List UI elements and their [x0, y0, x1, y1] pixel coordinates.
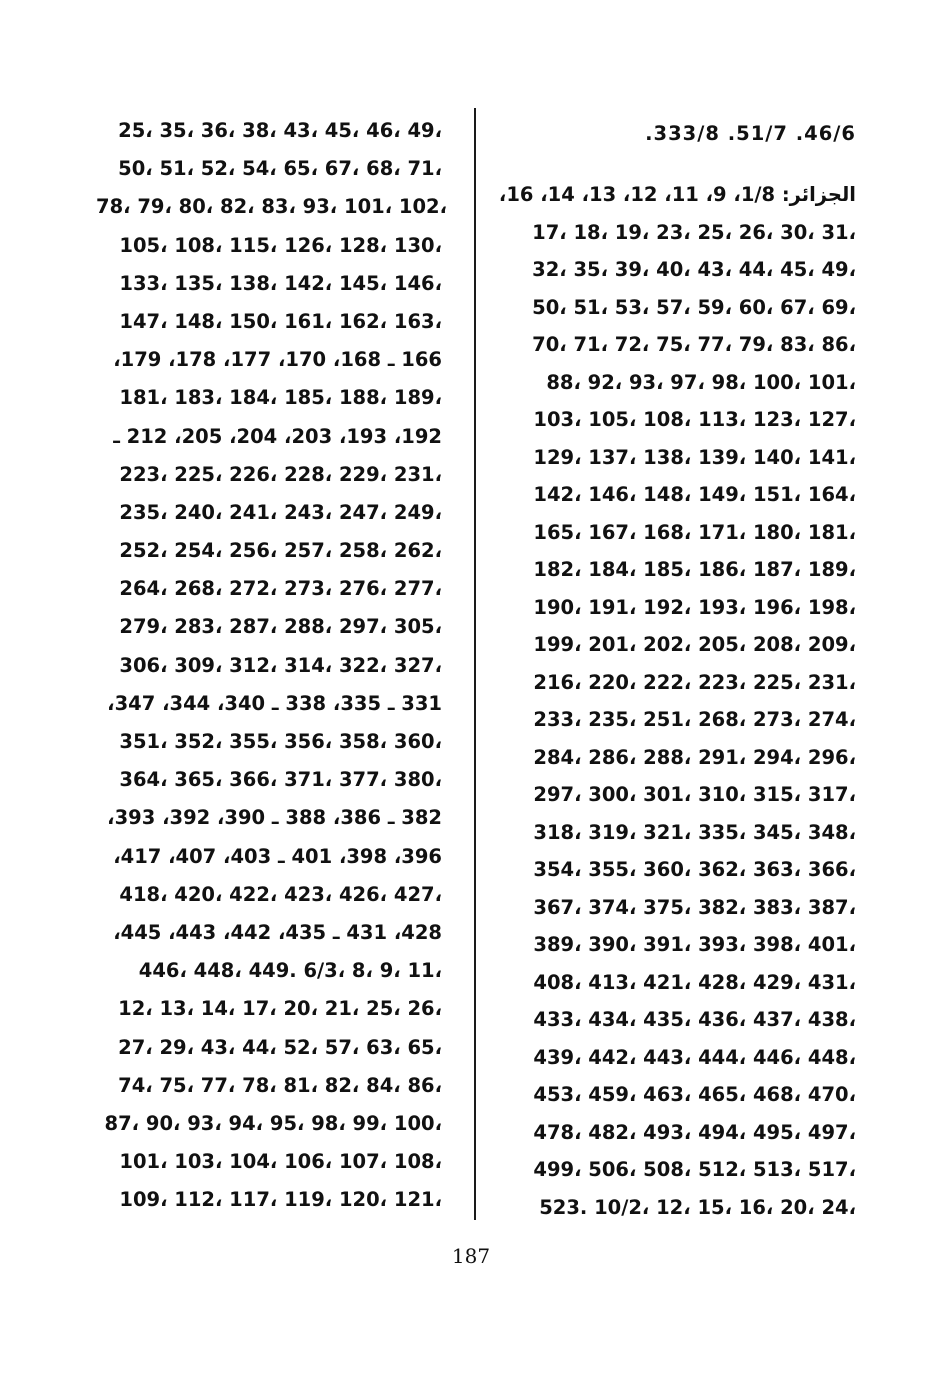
index-line: 223، 225، 226، 228، 229، 231،: [119, 462, 442, 486]
index-line: 382 ـ 386، 388 ـ 390، 392، 393،: [107, 806, 442, 830]
index-line: 50، 51، 53، 57، 59، 60، 67، 69،: [532, 295, 856, 319]
index-line: 499، 506، 508، 512، 513، 517،: [533, 1158, 856, 1181]
index-line: 439، 442، 443، 444، 446، 448،: [533, 1045, 856, 1069]
index-line: 446، 448، 449. 6/3، 8، 9، 11،: [138, 959, 442, 983]
index-line: 453، 459، 463، 465، 468، 470،: [533, 1083, 856, 1106]
index-line: 297، 300، 301، 310، 315، 317،: [533, 783, 856, 806]
index-line: 396، 398، 401 ـ 403، 407، 417،: [113, 844, 442, 868]
index-line: 192، 193، 203، 204، 205، 212 ـ: [113, 424, 442, 448]
index-line: 478، 482، 493، 494، 495، 497،: [533, 1120, 856, 1144]
index-line: 12، 13، 14، 17، 20، 21، 25، 26،: [118, 997, 442, 1021]
index-line: 78، 79، 80، 82، 83، 93، 101، 102،: [96, 195, 448, 219]
index-line: 50، 51، 52، 54، 65، 67، 68، 71،: [118, 157, 442, 181]
index-line: 147، 148، 150، 161، 162، 163،: [119, 309, 442, 333]
index-line: 88، 92، 93، 97، 98، 100، 101،: [546, 370, 856, 394]
index-line: 367، 374، 375، 382، 383، 387،: [533, 895, 856, 919]
index-line: 318، 319، 321، 335، 345، 348،: [533, 820, 856, 844]
index-line: الجزائر: 1/8، 9، 11، 12، 13، 14، 16،: [498, 183, 856, 206]
index-line: 17، 18، 19، 23، 25، 26، 30، 31،: [532, 220, 856, 244]
index-line: .333/8 .51/7 .46/6: [645, 122, 856, 145]
page-number: 187: [451, 1244, 491, 1268]
index-line: 129، 137، 138، 139، 140، 141،: [533, 445, 856, 469]
index-line: 181، 183، 184، 185، 188، 189،: [119, 386, 442, 410]
index-line: 351، 352، 355، 356، 358، 360،: [119, 730, 442, 753]
index-line: 216، 220، 222، 223، 225، 231،: [533, 670, 856, 694]
index-line: 279، 283، 287، 288، 297، 305،: [119, 615, 442, 639]
index-line: 103، 105، 108، 113، 123، 127،: [533, 408, 856, 431]
index-line: 364، 365، 366، 371، 377، 380،: [119, 768, 442, 792]
column-divider: [474, 108, 476, 1220]
index-line: 25، 35، 36، 38، 43، 45، 46، 49،: [118, 119, 442, 142]
index-line: 233، 235، 251، 268، 273، 274،: [533, 708, 856, 731]
index-line: 166 ـ 168، 170، 177، 178، 179،: [113, 348, 442, 372]
index-line: 105، 108، 115، 126، 128، 130،: [119, 233, 442, 257]
index-line: 199، 201، 202، 205، 208، 209،: [533, 633, 856, 656]
index-line: 235، 240، 241، 243، 247، 249،: [119, 500, 442, 524]
index-column-left: [96, 112, 448, 1219]
index-line: 306، 309، 312، 314، 322، 327،: [119, 653, 442, 677]
index-column-right: [480, 114, 856, 1226]
index-line: 74، 75، 77، 78، 81، 82، 84، 86،: [118, 1073, 442, 1097]
index-line: 87، 90، 93، 94، 95، 98، 99، 100،: [104, 1111, 442, 1135]
index-line: 182، 184، 185، 186، 187، 189،: [533, 558, 856, 581]
index-line: 408، 413، 421، 428، 429، 431،: [533, 970, 856, 994]
index-line: 27، 29، 43، 44، 52، 57، 63، 65،: [118, 1035, 442, 1059]
index-line: 389، 390، 391، 393، 398، 401،: [533, 933, 856, 956]
index-line: 433، 434، 435، 436، 437، 438،: [533, 1008, 856, 1031]
index-line: 165، 167، 168، 171، 180، 181،: [533, 520, 856, 544]
index-line: 284، 286، 288، 291، 294، 296،: [533, 745, 856, 769]
index-line: 428، 431 ـ 435، 442، 443، 445،: [113, 920, 442, 944]
index-line: 331 ـ 335، 338 ـ 340، 344، 347،: [107, 691, 442, 715]
index-line: 190، 191، 192، 193، 196، 198،: [533, 595, 856, 619]
index-line: 32، 35، 39، 40، 43، 44، 45، 49،: [532, 258, 856, 281]
index-line: 70، 71، 72، 75، 77، 79، 83، 86،: [532, 333, 856, 356]
index-line: 418، 420، 422، 423، 426، 427،: [119, 882, 442, 906]
index-line: 142، 146، 148، 149، 151، 164،: [533, 483, 856, 506]
index-line: 133، 135، 138، 142، 145، 146،: [119, 271, 442, 295]
index-line: 109، 112، 117، 119، 120، 121،: [119, 1188, 442, 1212]
index-line: 523. 10/2، 12، 15، 16، 20، 24،: [539, 1195, 856, 1219]
index-line: 354، 355، 360، 362، 363، 366،: [533, 858, 856, 881]
index-line: 252، 254، 256، 257، 258، 262،: [119, 539, 442, 563]
index-line: 264، 268، 272، 273، 276، 277،: [119, 577, 442, 601]
index-line: 101، 103، 104، 106، 107، 108،: [119, 1150, 442, 1174]
